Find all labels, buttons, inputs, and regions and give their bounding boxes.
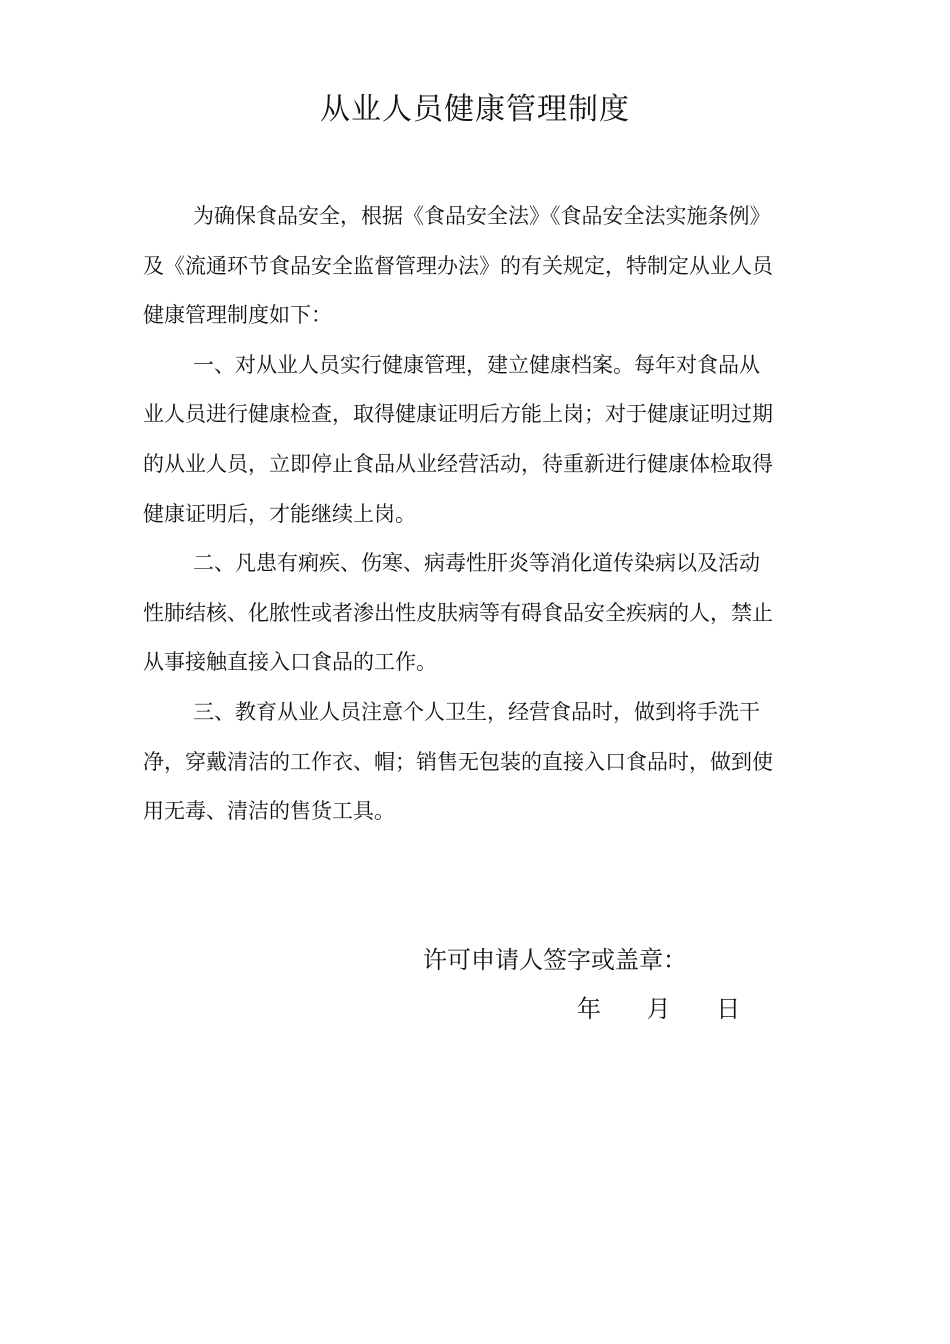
body-line: 从事接触直接入口食品的工作。 [143,650,437,675]
signature-label: 许可申请人签字或盖章： [423,946,687,974]
date-day-label: 日 [716,995,741,1023]
document-title: 从业人员健康管理制度 [320,92,630,127]
body-line: 业人员进行健康检查，取得健康证明后方能上岗；对于健康证明过期 [143,402,773,427]
body-line: 净，穿戴清洁的工作衣、帽；销售无包装的直接入口食品时，做到使 [143,749,773,774]
body-line: 性肺结核、化脓性或者渗出性皮肤病等有碍食品安全疾病的人，禁止 [143,600,773,625]
body-line: 用无毒、清洁的售货工具。 [143,799,395,824]
body-line: 三、教育从业人员注意个人卫生，经营食品时，做到将手洗干 [193,699,760,724]
body-line: 健康管理制度如下： [143,303,332,328]
body-line: 健康证明后，才能继续上岗。 [143,501,416,526]
document-body [143,192,815,837]
body-line: 及《流通环节食品安全监督管理办法》的有关规定，特制定从业人员 [143,253,773,278]
body-line: 为确保食品安全，根据《食品安全法》《食品安全法实施条例》 [193,204,771,228]
body-line: 一、对从业人员实行健康管理，建立健康档案。每年对食品从 [193,352,760,377]
date-row [577,989,740,1029]
body-line: 的从业人员，立即停止食品从业经营活动，待重新进行健康体检取得 [143,451,773,476]
date-month-label: 月 [646,995,671,1023]
date-year-label: 年 [577,995,601,1023]
body-line: 二、凡患有痢疾、伤寒、病毒性肝炎等消化道传染病以及活动 [193,551,760,576]
